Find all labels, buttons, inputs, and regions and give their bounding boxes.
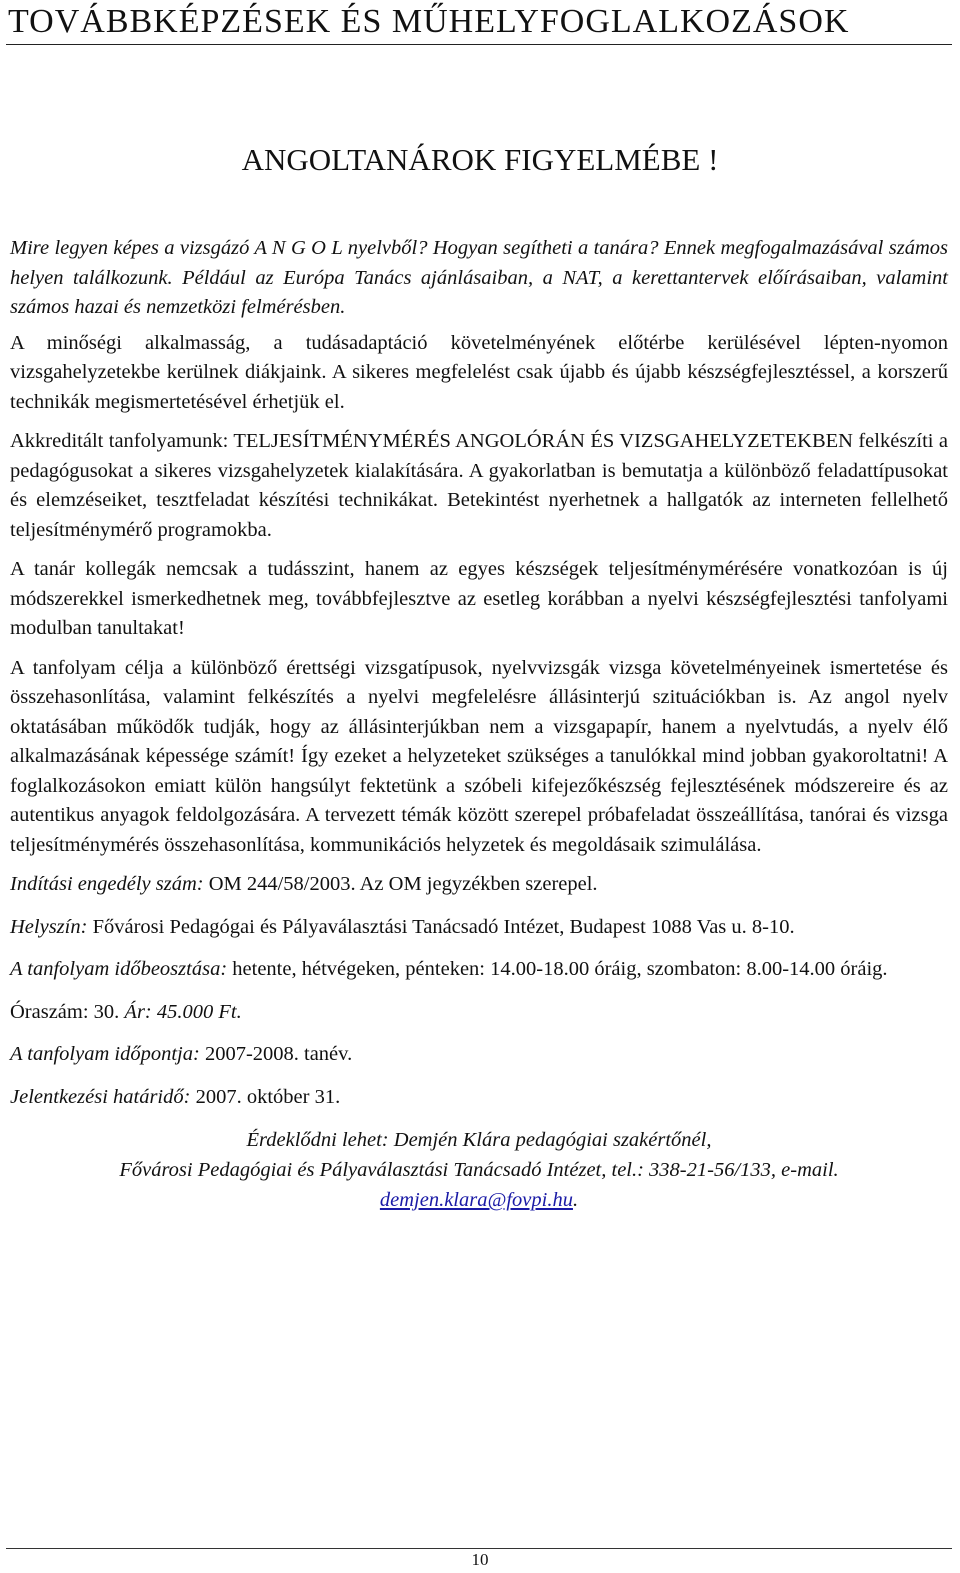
- schedule-line: [10, 955, 948, 985]
- date-label: A tanfolyam időpontja:: [10, 1043, 200, 1065]
- deadline-line: [10, 1083, 948, 1113]
- schedule-value: hetente, hétvégeken, pénteken: 14.00-18.00 óráig, szombaton: 8.00-14.00 óráig.: [232, 958, 888, 980]
- hours-label: Óraszám:: [10, 1000, 89, 1023]
- deadline-value: 2007. október 31.: [195, 1085, 341, 1108]
- page-number: 10: [471, 1550, 489, 1569]
- location-label: Helyszín:: [10, 915, 88, 938]
- contact-email-line: [10, 1185, 948, 1215]
- schedule-label: A tanfolyam időbeosztása:: [10, 958, 228, 980]
- intro-paragraph: Mire legyen képes a vizsgázó A N G O L nyelvből? Hogyan segítheti a tanára? Ennek megfogalmazásával számos helyen találkozunk. Például az Európa Tanács ajánlásaiban, a NAT, a kerettantervek előírásaiban, valamint számos hazai és nemzetközi felmérésben.: [10, 237, 948, 318]
- date-line: [10, 1040, 948, 1070]
- date-value: 2007-2008. tanév.: [204, 1043, 353, 1065]
- permit-value: OM 244/58/2003. Az OM jegyzékben szerepel.: [208, 873, 598, 895]
- contact-line-1: Érdeklődni lehet: Demjén Klára pedagógiai szakértőnél,: [246, 1129, 712, 1151]
- paragraph-3: A tanár kollegák nemcsak a tudásszint, hanem az egyes készségek teljesítménymérésére vonatkozóan is új módszerekkel ismerkedhetnek meg, továbbfejlesztve az esetleg korábban a nyelvi készségfejlesztési tanfolyami modulban tanultakat!: [10, 558, 948, 639]
- hours-price-line: [10, 998, 948, 1028]
- header-rule: [6, 44, 952, 45]
- contact-block: [10, 1125, 948, 1215]
- email-link[interactable]: demjen.klara@fovpi.hu: [379, 1189, 573, 1211]
- paragraph-1: A minőségi alkalmasság, a tudásadaptáció követelményének előtérbe kerülésével lépten-nyomon vizsgahelyzetekbe kerülnek diákjaink. A sikeres megfelelést csak újabb és újabb készségfejlesztéssel, a korszerű technikák megismertetésével érhetjük el.: [10, 331, 948, 413]
- page-title: ANGOLTANÁROK FIGYELMÉBE !: [241, 142, 719, 177]
- paragraph-2: Akkreditált tanfolyamunk: TELJESÍTMÉNYMÉRÉS ANGOLÓRÁN ÉS VIZSGAHELYZETEKBEN felkészíti a pedagógusokat a sikeres vizsgahelyzetek kialakítására. A gyakorlatban is bemutatja a különböző feladattípusokat és elemzéseiket, tesztfeladat készítési technikákat. Betekintést nyerhetnek a hallgatók az interneten fellelhető teljesítménymérő programokba.: [10, 430, 948, 541]
- permit-label: Indítási engedély szám:: [10, 873, 204, 895]
- paragraph-4: A tanfolyam célja a különböző érettségi vizsgatípusok, nyelvvizsgák vizsga követelményeinek ismertetése és összehasonlítása, valamint felkészítés a nyelvi megfelelésre állásinterjú szituációkban is. Az angol nyelv oktatásában működők tudják, hogy az állásinterjúkban nem a vizsgapapír, hanem a nyelvtudás, a nyelv élő alkalmazásának képessége számít! Így ezeket a helyzeteket szükséges a tanulókkal mind jobban gyakoroltatni! A foglalkozásokon emiatt külön hangsúlyt fektetünk a szóbeli kifejezőkészség fejlesztésének módszereire és az autentikus anyagok feldolgozására. A tervezett témák között szerepel próbafeladat összeállítása, tanórai és vizsga teljesítménymérés összehasonlítása, kommunikációs helyzetek és megoldásaik szimulálása.: [10, 656, 948, 856]
- article-body: [10, 234, 948, 1215]
- email-suffix: .: [572, 1189, 579, 1211]
- location-line: [10, 913, 948, 943]
- contact-line-2: Fővárosi Pedagógiai és Pályaválasztási Tanácsadó Intézet, tel.: 338-21-56/133, e-mail.: [119, 1159, 839, 1181]
- page-header: TOVÁBBKÉPZÉSEK ÉS MŰHELYFOGLALKOZÁSOK: [8, 3, 850, 40]
- permit-line: [10, 870, 948, 900]
- hours-value: 30.: [93, 1000, 120, 1023]
- price-label: Ár: 45.000 Ft.: [124, 1000, 242, 1023]
- deadline-label: Jelentkezési határidő:: [10, 1085, 191, 1108]
- location-value: Fővárosi Pedagógai és Pályaválasztási Tanácsadó Intézet, Budapest 1088 Vas u. 8-10.: [92, 915, 795, 938]
